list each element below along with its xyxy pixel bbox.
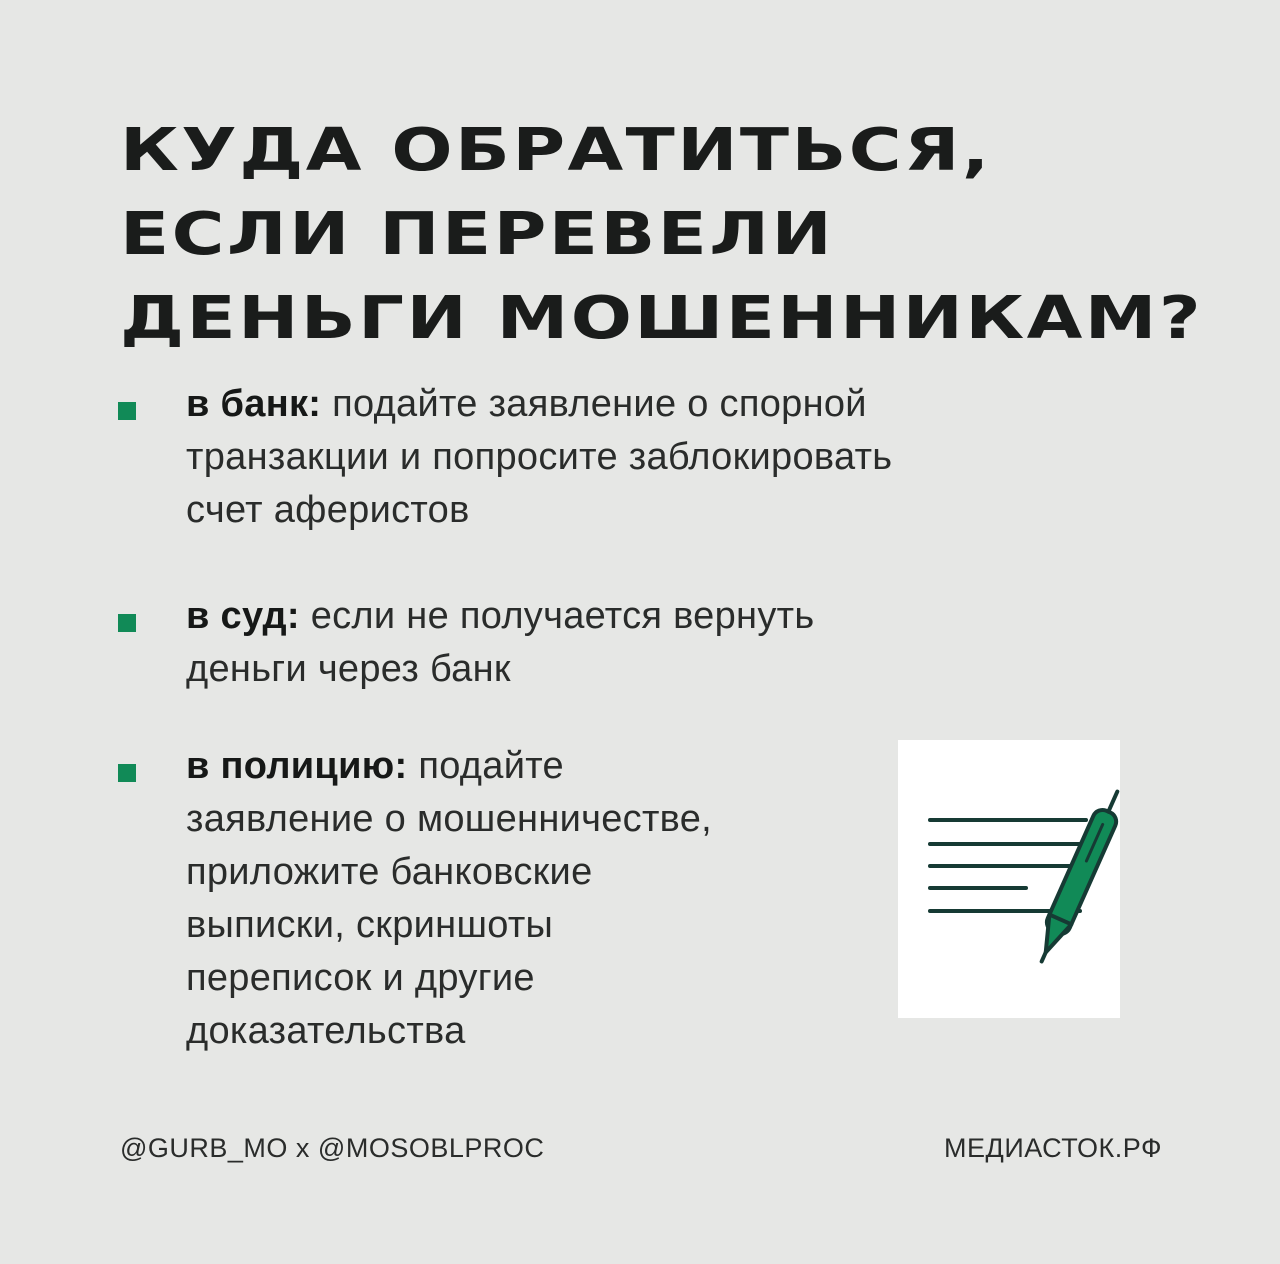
list-item-text	[186, 378, 892, 537]
title-line: ДЕНЬГИ МОШЕННИКАМ?	[120, 283, 1204, 352]
list-item-first-line	[186, 740, 712, 793]
list-item-first-line	[186, 378, 892, 431]
list-item-lead: в суд:	[186, 595, 300, 637]
list-item-line: транзакции и попросите заблокировать	[186, 436, 893, 478]
list-item-line: подайте заявление о спорной	[332, 383, 867, 425]
list-item-line: деньги через банк	[186, 648, 511, 690]
title-line: КУДА ОБРАТИТЬСЯ,	[120, 115, 992, 184]
list-item-line: заявление о мошенничестве,	[186, 798, 713, 840]
footer-site: МЕДИАСТОК.РФ	[944, 1133, 1162, 1163]
pen-clip	[1108, 792, 1117, 812]
list-item-first-line	[186, 590, 814, 643]
pen-tip	[1035, 915, 1072, 958]
footer-credits: @GURB_MO x @MOSOBLPROC	[120, 1133, 545, 1163]
list-item-lead: в банк:	[186, 383, 322, 425]
page-title	[120, 108, 1280, 360]
list-item-line: выписки, скриншоты	[186, 904, 554, 946]
list-item-text	[186, 740, 712, 1058]
pen-point	[1042, 952, 1046, 961]
list-item-line: счет аферистов	[186, 489, 470, 531]
document-with-pen-icon	[898, 740, 1120, 1018]
list-item-text	[186, 590, 814, 696]
bullet-square-icon	[118, 402, 136, 420]
bullet-square-icon	[118, 614, 136, 632]
list-item-line: переписок и другие	[186, 957, 535, 999]
list-item-line: приложите банковские	[186, 851, 593, 893]
document-with-pen-svg	[898, 740, 1120, 1018]
list-item-lead: в полицию:	[186, 745, 408, 787]
list-item-line: доказательства	[186, 1010, 466, 1052]
pen-icon	[1031, 787, 1120, 967]
list-item-line: подайте	[418, 745, 564, 787]
list-item-line: если не получается вернуть	[310, 595, 815, 637]
title-line: ЕСЛИ ПЕРЕВЕЛИ	[120, 199, 835, 268]
bullet-square-icon	[118, 764, 136, 782]
